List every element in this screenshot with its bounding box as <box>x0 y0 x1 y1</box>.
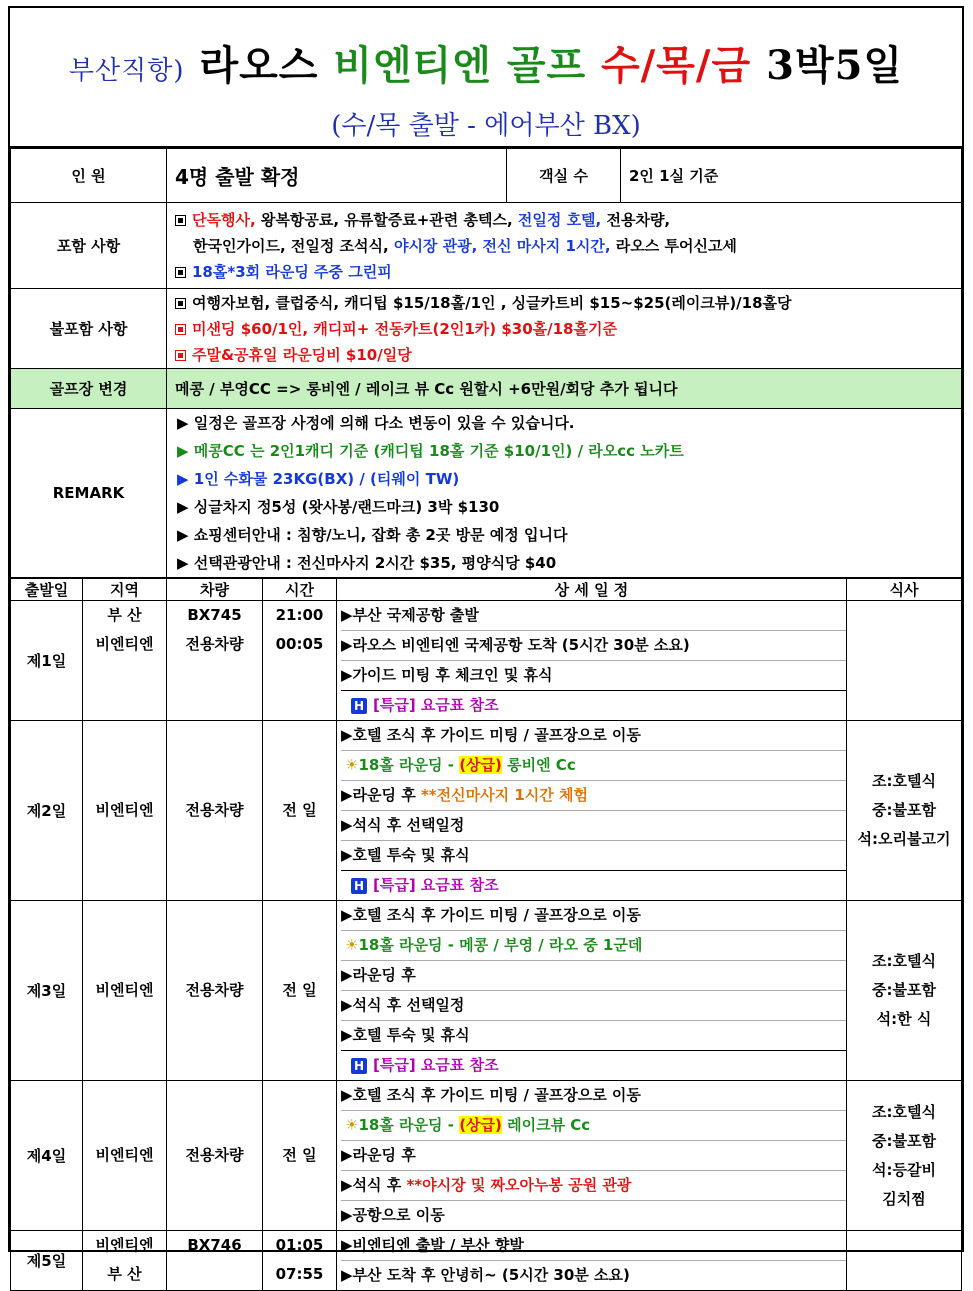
text-segment: ☀ <box>345 756 359 774</box>
exclude-line <box>175 342 953 368</box>
text-segment: 18홀 라운딩 - <box>358 1116 460 1134</box>
schedule-header-cell: 지역 <box>83 579 167 601</box>
title-duration: 3박5일 <box>766 42 904 89</box>
text-segment: 18홀*3회 라운딩 주중 그린피 <box>192 262 392 281</box>
detail-line <box>341 1111 846 1141</box>
text-segment: (상급) <box>459 1116 502 1134</box>
vehicle-value: 전용차량 <box>185 801 244 819</box>
exclude-label: 불포함 사항 <box>11 289 167 369</box>
region-cell <box>83 901 167 1081</box>
remark-line: ▶ 싱글차지 정5성 (왓사봉/랜드마크) 3박 $130 <box>177 498 500 516</box>
text-segment: ☀ <box>345 1116 359 1134</box>
text-segment: **야시장 및 짜오아누봉 공원 관광 <box>406 1176 632 1194</box>
detail-line <box>341 901 846 931</box>
schedule-header-cell: 시간 <box>263 579 337 601</box>
include-line <box>175 233 953 259</box>
hotel-icon: H <box>351 1058 367 1074</box>
meal-cell <box>847 1081 962 1231</box>
text-segment: ▶석식 후 <box>341 1176 407 1194</box>
detail-line <box>341 1141 846 1171</box>
text-segment: 18홀 라운딩 - <box>358 756 460 774</box>
day-label: 제3일 <box>11 901 83 1081</box>
region-value: 비엔티엔 <box>95 635 154 653</box>
time-value: 01:05 <box>275 1236 324 1254</box>
checkbox-bullet-icon <box>175 298 186 309</box>
vehicle-value: BX745 <box>187 606 242 624</box>
title-prefix: 부산직항) <box>68 56 185 86</box>
text-segment: ▶라운딩 후 <box>341 1146 416 1164</box>
text-segment: 레이크뷰 Cc <box>501 1116 591 1134</box>
detail-line <box>341 781 846 811</box>
text-segment: ▶호텔 조식 후 가이드 미팅 / 골프장으로 이동 <box>341 726 641 744</box>
time-value: 07:55 <box>275 1265 324 1283</box>
schedule-header-cell: 식사 <box>847 579 962 601</box>
detail-line <box>341 661 846 691</box>
checkbox-bullet-icon <box>175 267 186 278</box>
schedule-header-cell: 상 세 일 정 <box>337 579 847 601</box>
region-cell <box>83 1081 167 1231</box>
text-segment: **전신마사지 1시간 체험 <box>420 786 588 804</box>
checkbox-bullet-icon <box>175 350 186 361</box>
text-segment: ▶호텔 투숙 및 휴식 <box>341 1026 470 1044</box>
info-table <box>10 148 962 578</box>
detail-line <box>341 751 846 781</box>
page-subtitle: (수/목 출발 - 에어부산 BX) <box>331 111 641 141</box>
region-cell <box>83 1231 167 1291</box>
meal-item: 중:불포함 <box>872 1131 936 1150</box>
meal-cell <box>847 601 962 721</box>
meal-item: 석:오리불고기 <box>857 830 951 848</box>
include-label: 포함 사항 <box>11 203 167 289</box>
text-segment: 여행자보험, 클럽중식, 캐디팁 $15/18홀/1인 , 싱글카트비 $15~$25(레이크뷰)/18홀당 <box>192 293 792 312</box>
time-value: 전 일 <box>282 981 317 999</box>
hotel-icon: H <box>351 878 367 894</box>
region-value: 부 산 <box>107 606 142 624</box>
time-value: 전 일 <box>282 801 317 819</box>
golf-change-row <box>11 369 962 409</box>
text-segment: ▶호텔 투숙 및 휴식 <box>341 846 470 864</box>
text-segment: ▶라운딩 후 <box>341 966 416 984</box>
text-segment: ▶석식 후 선택일정 <box>341 816 465 834</box>
text-segment: 단독행사, <box>192 210 261 229</box>
detail-cell <box>337 601 847 721</box>
page-title <box>10 8 962 91</box>
detail-line <box>341 1261 846 1290</box>
golf-change-value: 메콩 / 부영CC => 롱비엔 / 레이크 뷰 Cc 원할시 +6만원/회당 추가 됩니다 <box>167 369 962 409</box>
text-segment: ▶부산 도착 후 안녕히~ (5시간 30분 소요) <box>341 1266 630 1284</box>
text-segment: 왕복항공료, 유류할증료+관련 총텍스, <box>260 210 518 229</box>
day-label: 제2일 <box>11 721 83 901</box>
detail-line <box>341 961 846 991</box>
day-label: 제4일 <box>11 1081 83 1231</box>
include-line <box>175 259 953 285</box>
people-value: 4명 출발 확정 <box>167 149 507 203</box>
vehicle-value: 전용차량 <box>185 1146 244 1164</box>
region-value: 부 산 <box>107 1265 142 1283</box>
schedule-day-row <box>11 721 962 901</box>
text-segment: ☀ <box>345 936 359 954</box>
remark-line: ▶ 선택관광안내 : 전신마사지 2시간 $35, 평양식당 $40 <box>177 554 557 572</box>
time-value: 전 일 <box>282 1146 317 1164</box>
detail-line <box>341 1081 846 1111</box>
meal-item: 석:한 식 <box>876 1010 932 1028</box>
time-cell <box>263 1081 337 1231</box>
detail-line <box>341 1021 846 1051</box>
detail-line <box>341 601 846 631</box>
text-segment: 전용차량, <box>606 210 671 229</box>
vehicle-cell <box>167 1231 263 1291</box>
vehicle-cell <box>167 601 263 721</box>
hotel-note <box>341 1051 846 1080</box>
vehicle-value: 전용차량 <box>185 635 244 653</box>
text-segment: 주말&공휴일 라운딩비 $10/일당 <box>192 345 412 364</box>
text-segment: 전일정 호텔, <box>517 210 607 229</box>
exclude-line <box>175 316 953 342</box>
region-value: 비엔티엔 <box>95 1236 154 1254</box>
people-row <box>11 149 962 203</box>
schedule-table <box>10 578 962 1291</box>
schedule-day-row <box>11 901 962 1081</box>
time-value: 21:00 <box>275 606 324 624</box>
detail-cell <box>337 1081 847 1231</box>
include-content <box>167 203 962 289</box>
text-segment: ▶석식 후 선택일정 <box>341 996 465 1014</box>
people-label: 인 원 <box>11 149 167 203</box>
schedule-header-cell: 출발일 <box>11 579 83 601</box>
remark-line: ▶ 메콩CC 는 2인1캐디 기준 (캐디팁 18홀 기준 $10/1인) / 라오cc 노카트 <box>177 442 684 460</box>
title-country: 라오스 <box>199 42 319 89</box>
detail-line <box>341 1171 846 1201</box>
vehicle-value <box>169 1260 260 1289</box>
detail-line <box>341 1201 846 1230</box>
room-value: 2인 1실 기준 <box>621 149 962 203</box>
meal-item: 김치찜 <box>882 1189 926 1208</box>
remark-content <box>167 409 962 578</box>
hotel-note-text: [특급] 요금표 참조 <box>373 1056 499 1074</box>
detail-line <box>341 631 846 661</box>
schedule-day-row <box>11 1231 962 1291</box>
detail-line <box>341 841 846 871</box>
hotel-note <box>341 691 846 720</box>
hotel-icon: H <box>351 698 367 714</box>
region-value: 비엔티엔 <box>95 981 154 999</box>
text-segment: ▶비엔티엔 출발 / 부산 향발 <box>341 1236 524 1254</box>
remark-row <box>11 409 962 578</box>
hotel-note-text: [특급] 요금표 참조 <box>373 696 499 714</box>
day-label: 제5일 <box>11 1231 83 1291</box>
schedule-day-row <box>11 601 962 721</box>
checkbox-bullet-icon <box>175 324 186 335</box>
text-segment: 한국인가이드, 전일정 조석식, <box>193 236 394 255</box>
vehicle-value: 전용차량 <box>185 981 244 999</box>
schedule-header-row <box>11 579 962 601</box>
text-segment: ▶라오스 비엔티엔 국제공항 도착 (5시간 30분 소요) <box>341 636 690 654</box>
text-segment: ▶호텔 조식 후 가이드 미팅 / 골프장으로 이동 <box>341 1086 641 1104</box>
detail-line <box>341 991 846 1021</box>
meal-cell <box>847 1231 962 1291</box>
include-row <box>11 203 962 289</box>
meal-item: 중:불포함 <box>872 981 936 999</box>
text-segment: ▶라운딩 후 <box>341 786 421 804</box>
time-cell <box>263 901 337 1081</box>
detail-cell <box>337 901 847 1081</box>
exclude-line <box>175 290 953 316</box>
detail-line <box>341 1231 846 1261</box>
meal-item: 조:호텔식 <box>872 772 936 790</box>
detail-cell <box>337 721 847 901</box>
text-segment: (상급) <box>459 756 502 774</box>
hotel-note-text: [특급] 요금표 참조 <box>373 876 499 894</box>
region-value: 비엔티엔 <box>95 1146 154 1164</box>
region-cell <box>83 601 167 721</box>
time-cell <box>263 601 337 721</box>
schedule-header-cell: 차량 <box>167 579 263 601</box>
exclude-content <box>167 289 962 369</box>
meal-item: 조:호텔식 <box>872 952 936 970</box>
text-segment: ▶부산 국제공항 출발 <box>341 606 479 624</box>
checkbox-bullet-icon <box>175 215 186 226</box>
meal-cell <box>847 901 962 1081</box>
text-segment: ▶공항으로 이동 <box>341 1206 445 1224</box>
day-label: 제1일 <box>11 601 83 721</box>
meal-item: 조:호텔식 <box>872 1102 936 1121</box>
detail-line <box>341 811 846 841</box>
golf-change-label: 골프장 변경 <box>11 369 167 409</box>
vehicle-cell <box>167 721 263 901</box>
exclude-row <box>11 289 962 369</box>
region-cell <box>83 721 167 901</box>
text-segment: ▶호텔 조식 후 가이드 미팅 / 골프장으로 이동 <box>341 906 641 924</box>
remark-line: ▶ 일정은 골프장 사정에 의해 다소 변동이 있을 수 있습니다. <box>177 414 575 432</box>
text-segment: 미샌딩 $60/1인, 캐디피+ 전동카트(2인1카) $30홀/18홀기준 <box>192 319 617 338</box>
hotel-note <box>341 871 846 900</box>
region-value: 비엔티엔 <box>95 801 154 819</box>
detail-line <box>341 931 846 961</box>
schedule-day-row <box>11 1081 962 1231</box>
room-label: 객실 수 <box>507 149 621 203</box>
meal-cell <box>847 721 962 901</box>
vehicle-cell <box>167 1081 263 1231</box>
title-city-golf: 비엔티엔 골프 <box>333 42 587 89</box>
detail-line <box>341 721 846 751</box>
remark-line: ▶ 1인 수화물 23KG(BX) / (티웨이 TW) <box>177 470 460 488</box>
meal-item: 중:불포함 <box>872 801 936 819</box>
text-segment: 롱비엔 Cc <box>501 756 576 774</box>
title-days: 수/목/금 <box>601 42 752 89</box>
time-cell <box>263 721 337 901</box>
text-segment: ▶가이드 미팅 후 체크인 및 휴식 <box>341 666 553 684</box>
meal-item: 석:등갈비 <box>872 1160 936 1179</box>
time-cell <box>263 1231 337 1291</box>
text-segment: 라오스 투어신고세 <box>615 236 737 255</box>
time-value: 00:05 <box>275 635 324 653</box>
text-segment: 야시장 관광, 전신 마사지 1시간, <box>393 236 616 255</box>
remark-line: ▶ 쇼핑센터안내 : 침향/노니, 잡화 총 2곳 방문 예정 입니다 <box>177 526 568 544</box>
title-block <box>10 8 962 148</box>
itinerary-sheet <box>8 6 964 1284</box>
vehicle-value: BX746 <box>187 1236 242 1254</box>
detail-cell <box>337 1231 847 1291</box>
remark-label: REMARK <box>11 409 167 578</box>
vehicle-cell <box>167 901 263 1081</box>
text-segment: 18홀 라운딩 - 메콩 / 부영 / 라오 중 1군데 <box>358 936 643 954</box>
include-line <box>175 207 953 233</box>
